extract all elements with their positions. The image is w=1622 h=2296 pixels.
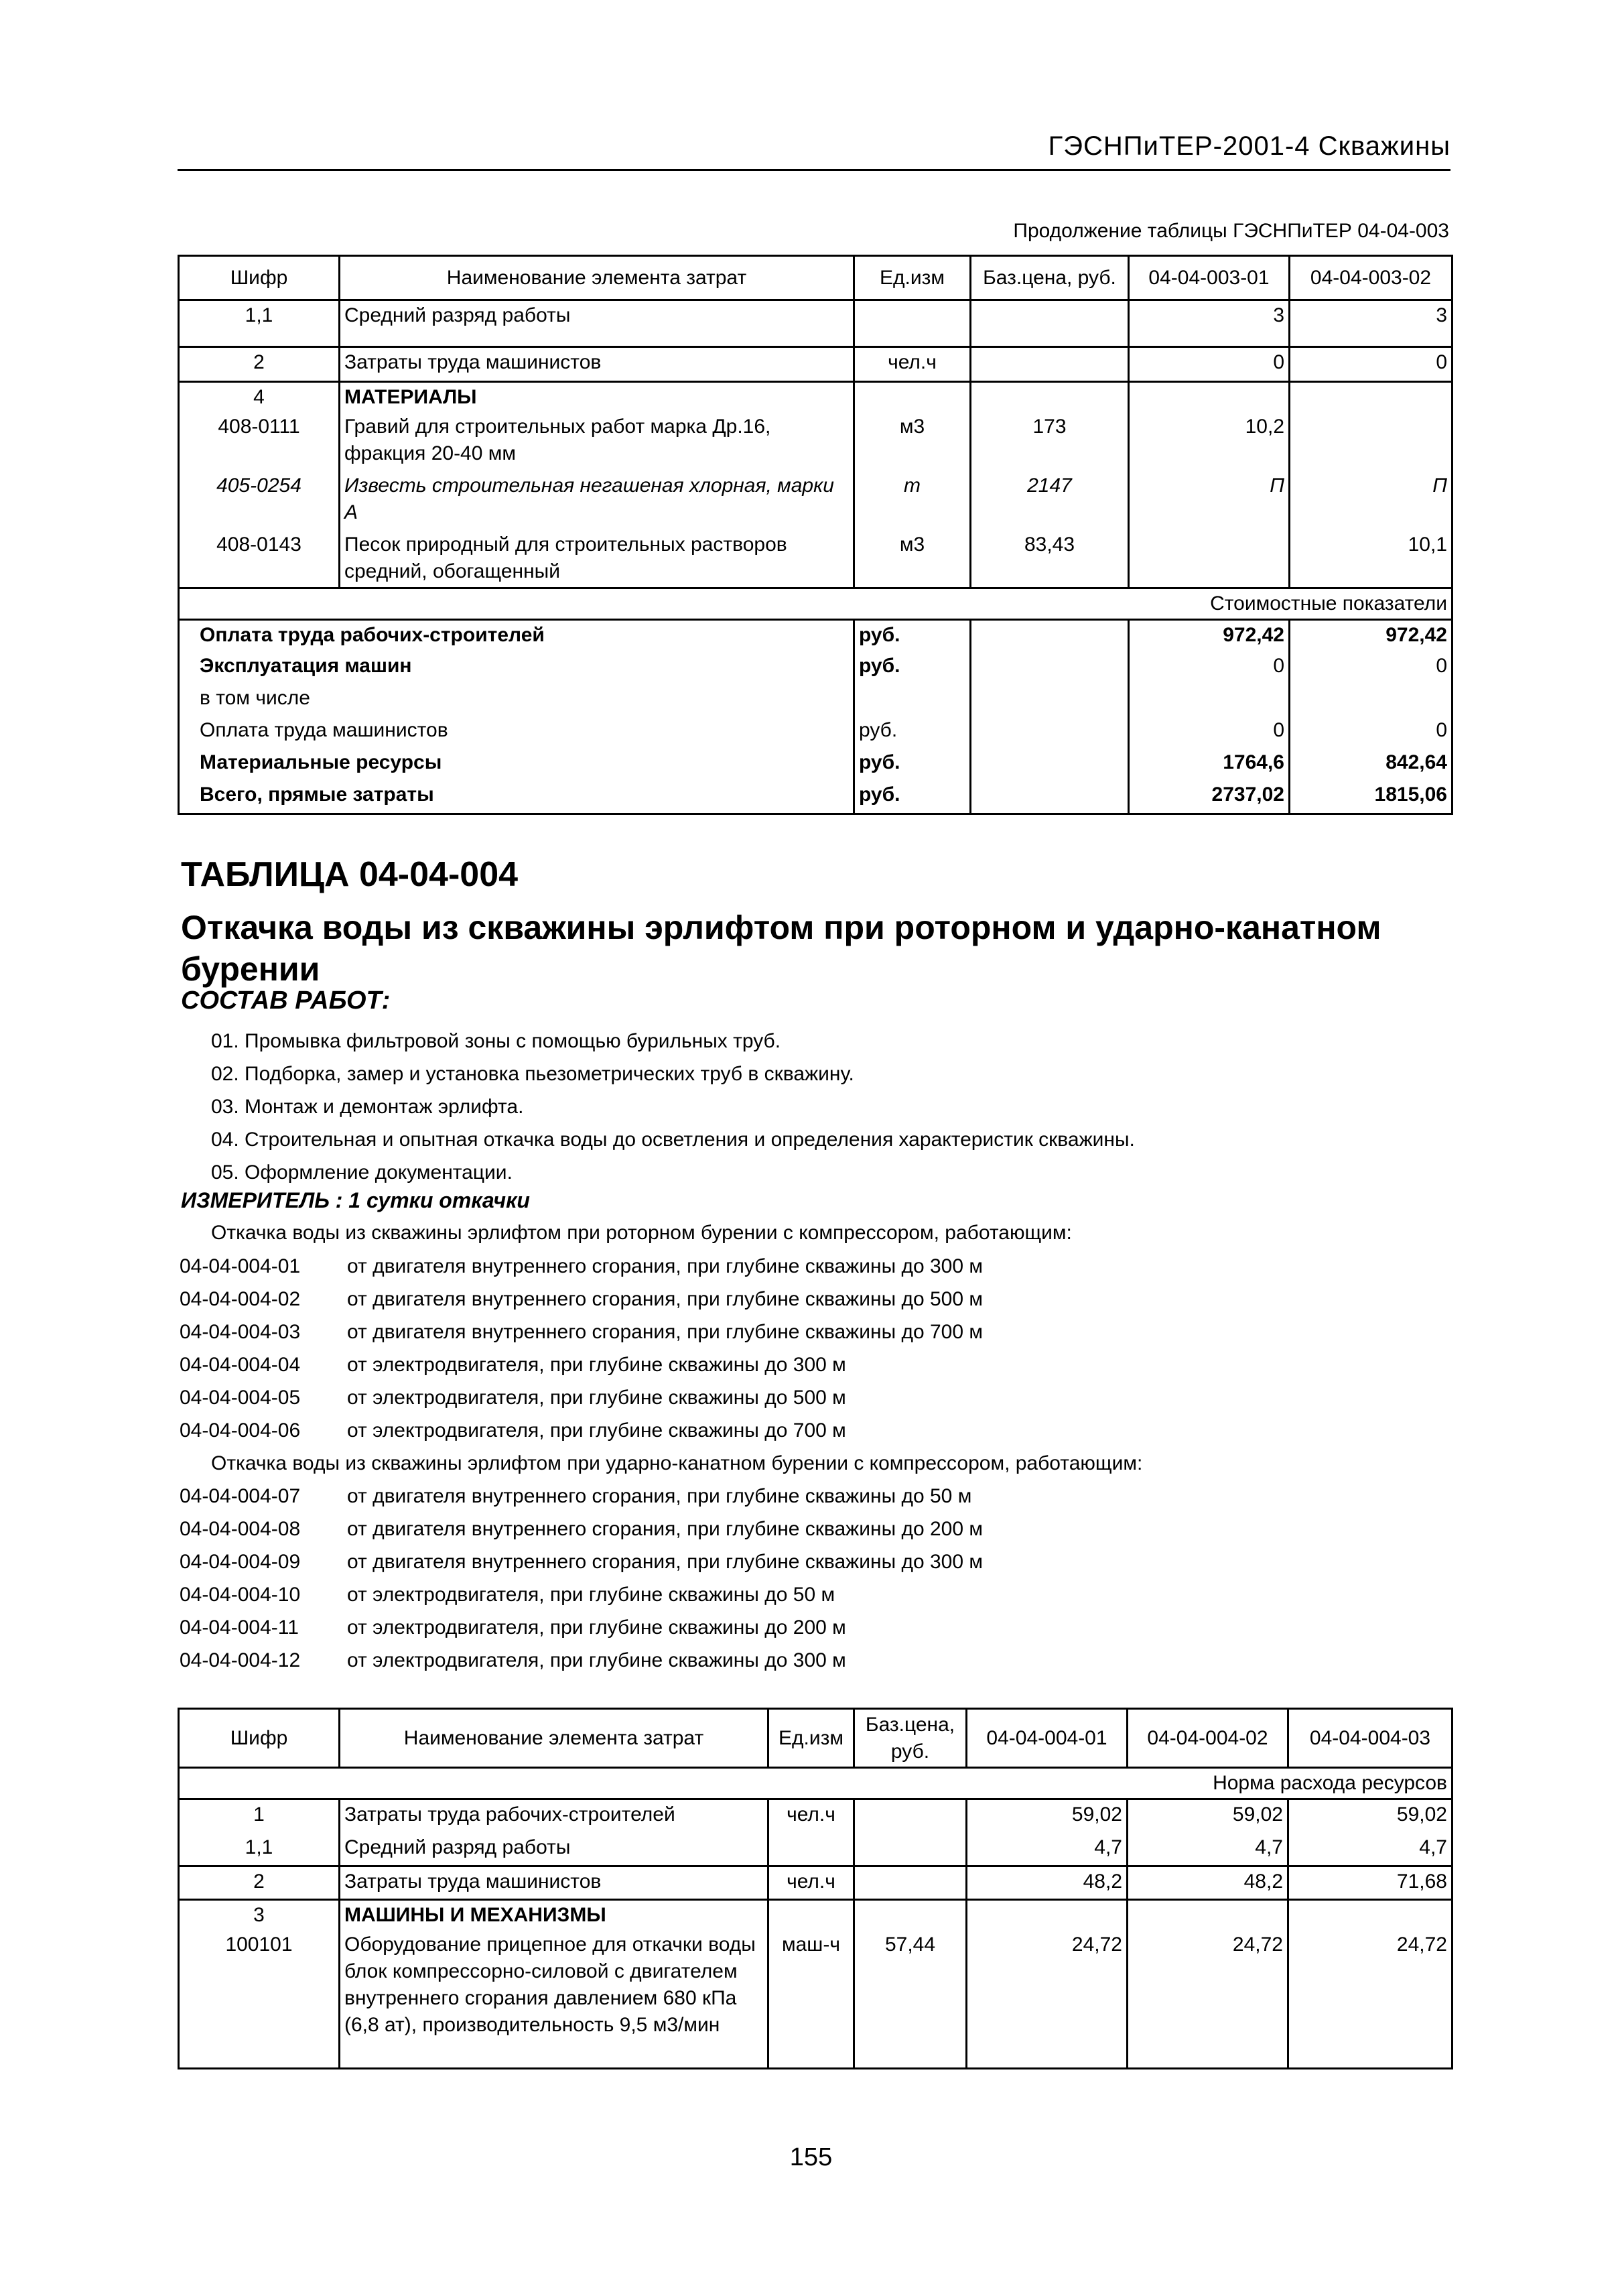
- cost-row: [179, 619, 1452, 651]
- cell-name: Затраты труда рабочих-строителей: [340, 1799, 768, 1833]
- table-row: [179, 347, 1452, 382]
- composition-label: СОСТАВ РАБОТ:: [181, 986, 391, 1015]
- table-row: [179, 1900, 1452, 1931]
- item-code: 04-04-004-08: [180, 1518, 301, 1540]
- cell-code: 408-0111: [179, 412, 340, 471]
- table-header-row: [179, 256, 1452, 300]
- cell-value: 3: [1129, 300, 1290, 347]
- cell-name: Песок природный для строительных растворов средний, обогащенный: [340, 530, 854, 588]
- cell-unit: [768, 1833, 854, 1866]
- cell-name: Гравий для строительных работ марка Др.16, фракция 20-40 мм: [340, 412, 854, 471]
- cell-name: Средний разряд работы: [340, 1833, 768, 1866]
- item-code: 04-04-004-03: [180, 1321, 301, 1343]
- group-title: Откачка воды из скважины эрлифтом при роторном бурении с компрессором, работающим:: [211, 1222, 1072, 1244]
- cell-unit: [854, 300, 971, 347]
- norm-label: Норма расхода ресурсов: [179, 1768, 1452, 1799]
- group-title: Откачка воды из скважины эрлифтом при ударно-канатном бурении с компрессором, работающим:: [211, 1452, 1143, 1474]
- cost-price: [971, 684, 1129, 716]
- table-row: [179, 1833, 1452, 1866]
- cost-unit: руб.: [854, 748, 971, 780]
- cost-row: [179, 716, 1452, 748]
- cell-unit: чел.ч: [854, 347, 971, 382]
- cost-value: [1290, 684, 1452, 716]
- cell-unit: [854, 382, 971, 413]
- cell-code: 2: [179, 347, 340, 382]
- item-code: 04-04-004-04: [180, 1354, 301, 1376]
- norm-row: [179, 1768, 1452, 1799]
- item-desc: от электродвигателя, при глубине скважины до 300 м: [347, 1354, 846, 1376]
- item-code: 04-04-004-10: [180, 1584, 301, 1606]
- table-row: [179, 1799, 1452, 1833]
- cost-name: Оплата труда машинистов: [179, 716, 854, 748]
- cost-value: 972,42: [1129, 619, 1290, 651]
- cost-price: [971, 748, 1129, 780]
- header-cell: 04-04-004-03: [1288, 1709, 1452, 1768]
- cost-row: [179, 780, 1452, 814]
- cost-name: Оплата труда рабочих-строителей: [179, 619, 854, 651]
- cell-unit: маш-ч: [768, 1930, 854, 2068]
- table1-caption: Продолжение таблицы ГЭСНПиТЕР 04-04-003: [1013, 220, 1449, 242]
- cell-value: [1129, 530, 1290, 588]
- item-code: 04-04-004-05: [180, 1387, 301, 1409]
- cell-value: 3: [1290, 300, 1452, 347]
- cell-value: П: [1129, 471, 1290, 530]
- cost-value: 1764,6: [1129, 748, 1290, 780]
- cell-unit: чел.ч: [768, 1799, 854, 1833]
- resource-table-1: [178, 255, 1453, 815]
- cell-value: 4,7: [1128, 1833, 1288, 1866]
- cell-code: 4: [179, 382, 340, 413]
- item-code: 04-04-004-07: [180, 1485, 301, 1507]
- cell-value: [1290, 382, 1452, 413]
- cell-value: П: [1290, 471, 1452, 530]
- cell-value: 59,02: [1288, 1799, 1452, 1833]
- item-desc: от электродвигателя, при глубине скважины до 200 м: [347, 1616, 846, 1639]
- item-desc: от двигателя внутреннего сгорания, при глубине скважины до 300 м: [347, 1551, 984, 1573]
- cell-section: МАТЕРИАЛЫ: [340, 382, 854, 413]
- cost-value: 0: [1290, 716, 1452, 748]
- table-row: [179, 412, 1452, 471]
- cost-row: [179, 684, 1452, 716]
- work-item: 04. Строительная и опытная откачка воды до осветления и определения характеристик скважины.: [211, 1129, 1135, 1151]
- cell-value: 24,72: [1128, 1930, 1288, 2068]
- table-row: [179, 1930, 1452, 2068]
- cell-code: 3: [179, 1900, 340, 1931]
- item-desc: от электродвигателя, при глубине скважины до 500 м: [347, 1387, 846, 1409]
- cell-value: 24,72: [967, 1930, 1128, 2068]
- work-item: 05. Оформление документации.: [211, 1161, 513, 1184]
- cell-code: 408-0143: [179, 530, 340, 588]
- cell-code: 405-0254: [179, 471, 340, 530]
- cell-code: 1,1: [179, 300, 340, 347]
- item-desc: от двигателя внутреннего сгорания, при глубине скважины до 500 м: [347, 1288, 984, 1310]
- cell-value: 48,2: [1128, 1866, 1288, 1900]
- cell-value: 48,2: [967, 1866, 1128, 1900]
- meter-label: ИЗМЕРИТЕЛЬ : 1 сутки откачки: [181, 1188, 530, 1212]
- header-cell: Наименование элемента затрат: [340, 256, 854, 300]
- cell-price: [854, 1900, 967, 1931]
- item-code: 04-04-004-06: [180, 1419, 301, 1442]
- cost-price: [971, 651, 1129, 684]
- running-header: [178, 131, 1450, 171]
- cost-value: 972,42: [1290, 619, 1452, 651]
- item-code: 04-04-004-02: [180, 1288, 301, 1310]
- item-desc: от двигателя внутреннего сгорания, при глубине скважины до 50 м: [347, 1485, 972, 1507]
- cell-price: [854, 1866, 967, 1900]
- cost-name: Материальные ресурсы: [179, 748, 854, 780]
- table-subtitle: Откачка воды из скважины эрлифтом при роторном и ударно-канатном бурении: [181, 909, 1381, 988]
- cell-value: [1288, 1900, 1452, 1931]
- cell-price: [971, 347, 1129, 382]
- header-cell: Шифр: [179, 256, 340, 300]
- cell-code: 1,1: [179, 1833, 340, 1866]
- cell-price: [854, 1833, 967, 1866]
- table-row: [179, 530, 1452, 588]
- item-desc: от двигателя внутреннего сгорания, при глубине скважины до 200 м: [347, 1518, 984, 1540]
- cost-price: [971, 619, 1129, 651]
- header-cell: 04-04-004-02: [1128, 1709, 1288, 1768]
- cell-price: [971, 382, 1129, 413]
- cost-unit: руб.: [854, 716, 971, 748]
- cost-unit: руб.: [854, 780, 971, 814]
- cell-name: Известь строительная негашеная хлорная, марки А: [340, 471, 854, 530]
- item-desc: от двигателя внутреннего сгорания, при глубине скважины до 300 м: [347, 1255, 984, 1277]
- header-cell: 04-04-004-01: [967, 1709, 1128, 1768]
- item-desc: от двигателя внутреннего сгорания, при глубине скважины до 700 м: [347, 1321, 984, 1343]
- cost-price: [971, 780, 1129, 814]
- cell-value: 59,02: [967, 1799, 1128, 1833]
- header-cell: Баз.цена, руб.: [854, 1709, 967, 1768]
- cell-code: 2: [179, 1866, 340, 1900]
- item-desc: от электродвигателя, при глубине скважины до 700 м: [347, 1419, 846, 1442]
- cost-value: [1129, 684, 1290, 716]
- cost-name: Эксплуатация машин: [179, 651, 854, 684]
- cell-value: [967, 1900, 1128, 1931]
- cell-name: Затраты труда машинистов: [340, 347, 854, 382]
- cost-value: 0: [1290, 651, 1452, 684]
- cost-unit: [854, 684, 971, 716]
- cell-value: 10,1: [1290, 530, 1452, 588]
- cost-name: в том числе: [179, 684, 854, 716]
- item-code: 04-04-004-12: [180, 1649, 301, 1671]
- cell-name: Средний разряд работы: [340, 300, 854, 347]
- table-row: [179, 300, 1452, 347]
- cell-price: 57,44: [854, 1930, 967, 2068]
- cost-value: 0: [1129, 716, 1290, 748]
- cost-unit: руб.: [854, 619, 971, 651]
- table-header-row: [179, 1709, 1452, 1768]
- cell-unit: м3: [854, 412, 971, 471]
- cell-value: 24,72: [1288, 1930, 1452, 2068]
- cost-row: [179, 651, 1452, 684]
- cost-section-label: Стоимостные показатели: [179, 588, 1452, 619]
- item-code: 04-04-004-11: [180, 1616, 299, 1639]
- cell-value: 0: [1129, 347, 1290, 382]
- cell-price: 173: [971, 412, 1129, 471]
- cost-name: Всего, прямые затраты: [179, 780, 854, 814]
- cell-value: 59,02: [1128, 1799, 1288, 1833]
- cell-unit: м3: [854, 530, 971, 588]
- header-cell: Баз.цена, руб.: [971, 256, 1129, 300]
- cost-value: 1815,06: [1290, 780, 1452, 814]
- table-row: [179, 471, 1452, 530]
- work-item: 01. Промывка фильтровой зоны с помощью бурильных труб.: [211, 1030, 781, 1052]
- cell-price: [971, 300, 1129, 347]
- cell-code: 1: [179, 1799, 340, 1833]
- resource-table-2: [178, 1708, 1453, 2069]
- cell-unit: т: [854, 471, 971, 530]
- header-cell: 04-04-003-01: [1129, 256, 1290, 300]
- cell-value: [1290, 412, 1452, 471]
- work-item: 03. Монтаж и демонтаж эрлифта.: [211, 1096, 524, 1118]
- work-item: 02. Подборка, замер и установка пьезометрических труб в скважину.: [211, 1063, 854, 1085]
- cell-price: [854, 1799, 967, 1833]
- cell-price: 83,43: [971, 530, 1129, 588]
- item-desc: от электродвигателя, при глубине скважины до 300 м: [347, 1649, 846, 1671]
- cell-code: 100101: [179, 1930, 340, 2068]
- item-code: 04-04-004-01: [180, 1255, 301, 1277]
- cell-value: 4,7: [1288, 1833, 1452, 1866]
- page-number: 155: [789, 2143, 833, 2171]
- cell-value: 0: [1290, 347, 1452, 382]
- cell-value: 4,7: [967, 1833, 1128, 1866]
- table-row: [179, 1866, 1452, 1900]
- item-desc: от электродвигателя, при глубине скважины до 50 м: [347, 1584, 835, 1606]
- cost-row: [179, 748, 1452, 780]
- header-cell: Шифр: [179, 1709, 340, 1768]
- cell-value: [1128, 1900, 1288, 1931]
- cell-name: Оборудование прицепное для откачки воды блок компрессорно-силовой с двигателем внутреннего сгорания давлением 680 кПа (6,8 ат), производительность 9,5 м3/мин: [340, 1930, 768, 2068]
- item-code: 04-04-004-09: [180, 1551, 301, 1573]
- table-title: ТАБЛИЦА 04-04-004: [181, 855, 519, 894]
- cell-unit: [768, 1900, 854, 1931]
- header-cell: 04-04-003-02: [1290, 256, 1452, 300]
- cell-name: Затраты труда машинистов: [340, 1866, 768, 1900]
- cell-value: [1129, 382, 1290, 413]
- cost-section-row: [179, 588, 1452, 619]
- cost-value: 0: [1129, 651, 1290, 684]
- table-row: [179, 382, 1452, 413]
- running-header-title: ГЭСНПиТЕР-2001-4 Скважины: [1048, 131, 1450, 161]
- cost-unit: руб.: [854, 651, 971, 684]
- cell-value: 71,68: [1288, 1866, 1452, 1900]
- cost-value: 2737,02: [1129, 780, 1290, 814]
- cell-unit: чел.ч: [768, 1866, 854, 1900]
- cell-value: 10,2: [1129, 412, 1290, 471]
- header-cell: Наименование элемента затрат: [340, 1709, 768, 1768]
- header-cell: Ед.изм: [854, 256, 971, 300]
- cost-price: [971, 716, 1129, 748]
- cell-section: МАШИНЫ И МЕХАНИЗМЫ: [340, 1900, 768, 1931]
- cell-price: 2147: [971, 471, 1129, 530]
- header-cell: Ед.изм: [768, 1709, 854, 1768]
- cost-value: 842,64: [1290, 748, 1452, 780]
